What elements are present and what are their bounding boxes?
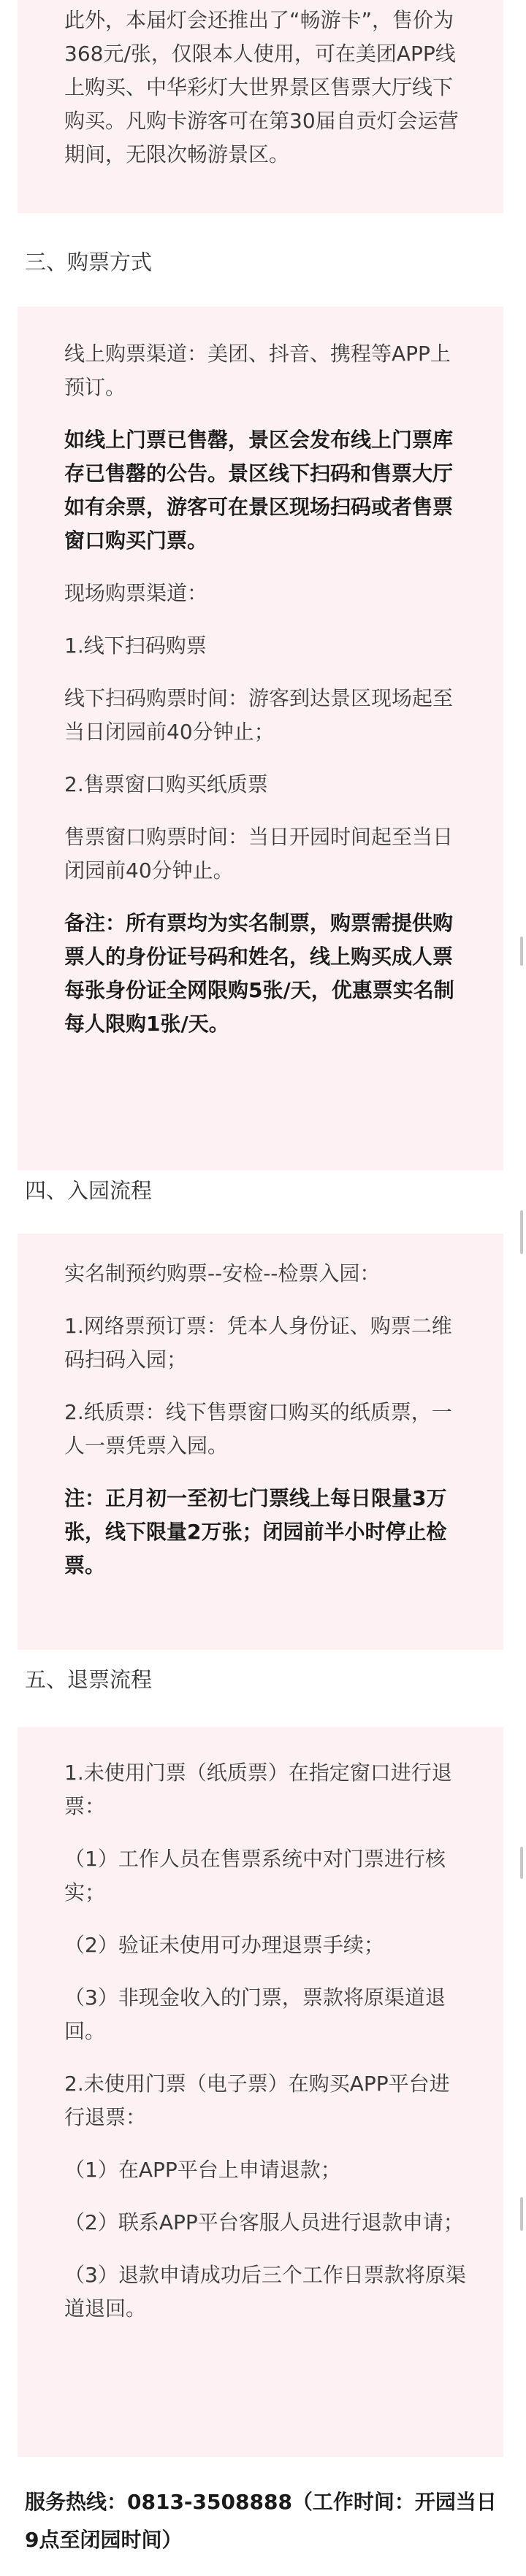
- online-ticket-entry: 1.网络票预订票：凭本人身份证、购票二维码扫码入园；: [64, 1314, 452, 1372]
- real-name-remark: [64, 907, 466, 1041]
- section-heading-ticket-purchase: 三、购票方式: [25, 250, 153, 274]
- section-heading-entry-process: 四、入园流程: [25, 1178, 153, 1203]
- scrollbar-indicator[interactable]: [520, 937, 523, 966]
- e-refund-step2: （2）联系APP平台客服人员进行退款申请；: [64, 2210, 464, 2234]
- paper-refund-title: 1.未使用门票（纸质票）在指定窗口进行退票：: [64, 1761, 452, 1818]
- e-refund-step3: （3）退款申请成功后三个工作日票款将原渠道退回。: [64, 2263, 466, 2321]
- intro-paragraph: 此外，本届灯会还推出了“畅游卡”，售价为368元/张，仅限本人使用，可在美团APP线上购买、中华彩灯大世界景区售票大厅线下购买。凡购卡游客可在第30届自贡灯会运营期间，无限次畅游景区。: [64, 8, 459, 166]
- window-purchase-time: 售票窗口购票时间：当日开园时间起至当日闭园前40分钟止。: [64, 825, 454, 883]
- scrollbar-indicator[interactable]: [520, 1847, 523, 1879]
- intro-info-box: [18, 0, 503, 213]
- onsite-channels-label: 现场购票渠道：: [64, 581, 208, 605]
- paper-refund-step1: （1）工作人员在售票系统中对门票进行核实；: [64, 1847, 446, 1904]
- scrollbar-indicator[interactable]: [520, 1210, 523, 1254]
- entry-process-box: [18, 1234, 503, 1650]
- online-channels-text: 线上购票渠道：美团、抖音、携程等APP上预订。: [64, 342, 451, 399]
- service-hotline: 服务热线：0813-3508888（工作时间：开园当日9点至闭园时间）: [25, 2490, 497, 2552]
- paper-refund-step2: （2）验证未使用可办理退票手续；: [64, 1933, 384, 1957]
- section-heading-refund-process: 五、退票流程: [25, 1667, 153, 1692]
- daily-limit-note: 注：正月初一至初七门票线上每日限量3万张，线下限量2万张；闭园前半小时停止检票。: [64, 1486, 447, 1577]
- paper-refund-step3: （3）非现金收入的门票，票款将原渠道退回。: [64, 1985, 446, 2043]
- ticket-purchase-box: [18, 307, 503, 1170]
- sold-out-notice: 如线上门票已售罄，景区会发布线上门票库存已售罄的公告。景区线下扫码和售票大厅如有余票，游客可在景区现场扫码或者售票窗口购买门票。: [64, 428, 454, 553]
- remark-text: 备注：所有票均为实名制票，购票需提供购票人的身份证号码和姓名，线上购买成人票每张身份证全网限购5张/天，优惠票实名制每人限购1张/天。: [64, 911, 454, 1036]
- offline-scan-time: 线下扫码购票时间：游客到达景区现场起至当日闭园前40分钟止；: [64, 686, 454, 744]
- e-refund-step1: （1）在APP平台上申请退款；: [64, 2158, 341, 2182]
- e-ticket-refund-title: 2.未使用门票（电子票）在购买APP平台进行退票：: [64, 2072, 450, 2129]
- window-purchase-title: 2.售票窗口购买纸质票: [64, 772, 268, 796]
- refund-process-box: [18, 1727, 503, 2457]
- offline-scan-title: 1.线下扫码购票: [64, 634, 207, 658]
- scrollbar-indicator[interactable]: [520, 2197, 523, 2231]
- entry-flow-text: 实名制预约购票--安检--检票入园：: [64, 1261, 381, 1285]
- paper-ticket-entry: 2.纸质票：线下售票窗口购买的纸质票，一人一票凭票入园。: [64, 1400, 452, 1458]
